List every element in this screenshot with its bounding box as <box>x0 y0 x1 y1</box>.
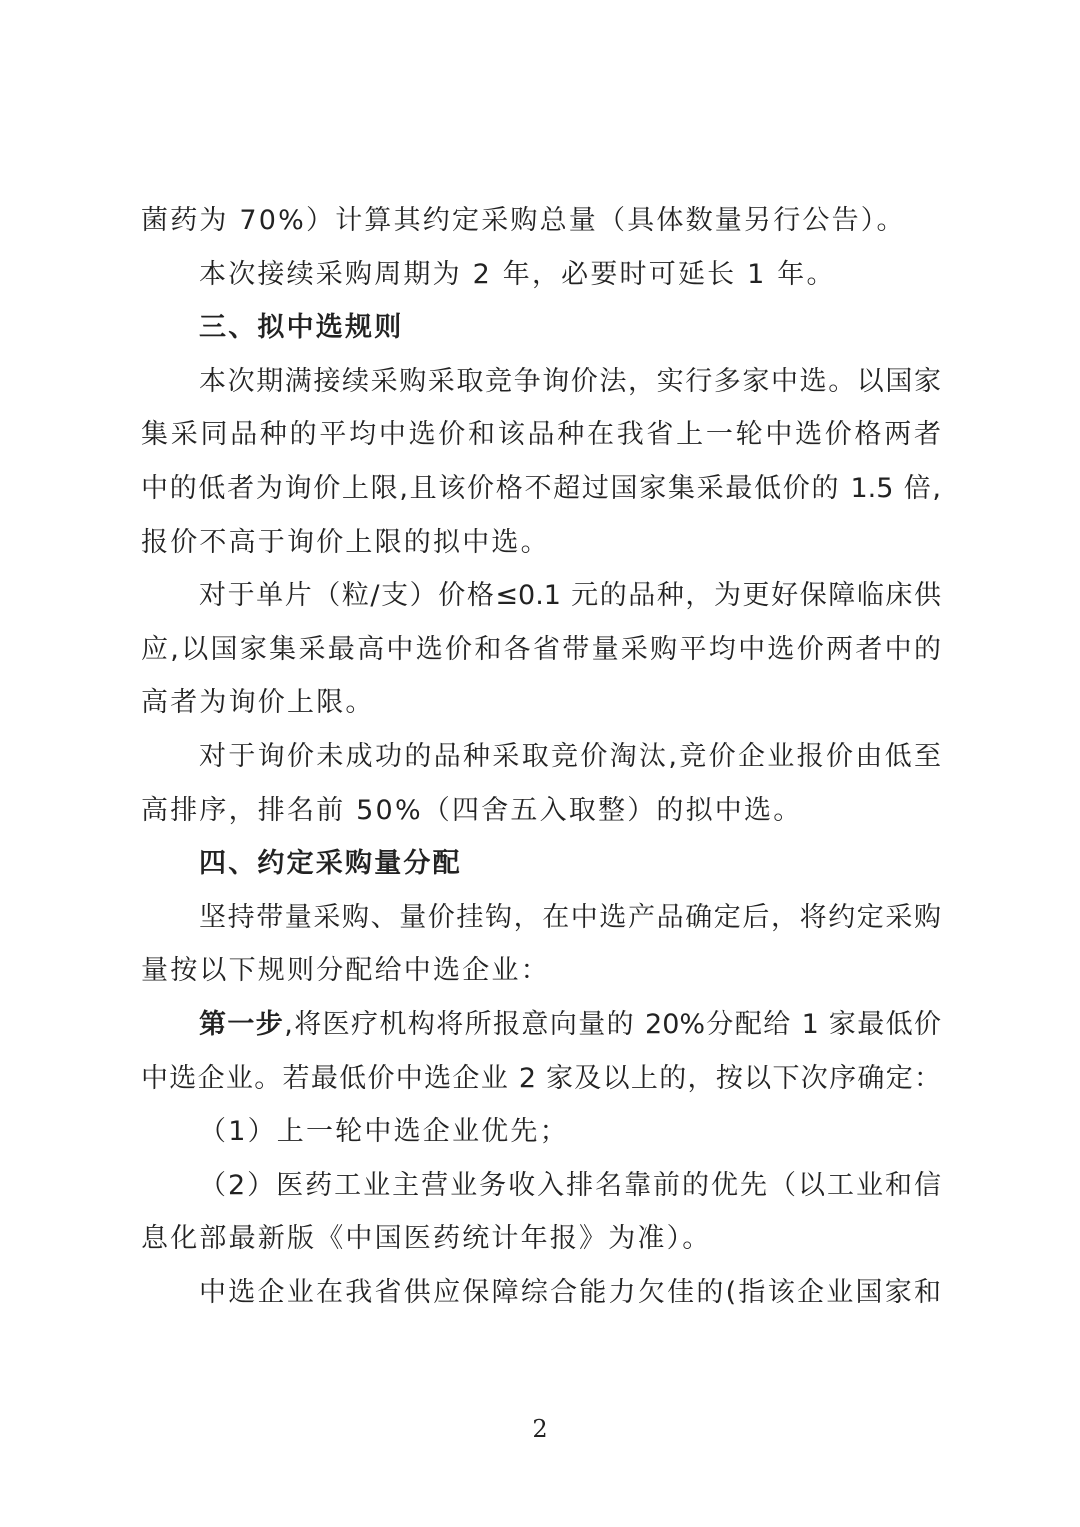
text-line-17: 中选企业。若最低价中选企业 2 家及以上的，按以下次序确定： <box>141 1062 941 1094</box>
text-line-8: 对于单片（粒/支）价格≤0.1 元的品种，为更好保障临床供 <box>199 580 941 612</box>
text-line-18: （1）上一轮中选企业优先； <box>199 1116 569 1148</box>
text-line-12: 高排序，排名前 50%（四舍五入取整）的拟中选。 <box>141 794 803 826</box>
section-heading-3: 三、拟中选规则 <box>199 312 404 344</box>
section-heading-4: 四、约定采购量分配 <box>199 848 462 880</box>
step-one-text: ,将医疗机构将所报意向量的 20%分配给 1 家最低价 <box>284 1008 941 1040</box>
text-line-2: 本次接续采购周期为 2 年，必要时可延长 1 年。 <box>199 258 836 290</box>
text-line-19: （2）医药工业主营业务收入排名靠前的优先（以工业和信 <box>199 1169 941 1201</box>
text-line-9: 应,以国家集采最高中选价和各省带量采购平均中选价两者中的 <box>141 633 941 665</box>
page-number: 2 <box>532 1415 548 1443</box>
text-line-11: 对于询价未成功的品种采取竞价淘汰,竞价企业报价由低至 <box>199 740 941 772</box>
text-line-6: 中的低者为询价上限,且该价格不超过国家集采最低价的 1.5 倍, <box>141 472 941 504</box>
text-line-16 <box>141 998 941 1052</box>
text-line-20: 息化部最新版《中国医药统计年报》为准）。 <box>141 1223 712 1255</box>
step-one-label: 第一步 <box>199 1008 285 1040</box>
text-line-1: 菌药为 70%）计算其约定采购总量（具体数量另行公告）。 <box>141 205 906 236</box>
text-line-21: 中选企业在我省供应保障综合能力欠佳的(指该企业国家和 <box>199 1276 941 1308</box>
text-line-14: 坚持带量采购、量价挂钩，在中选产品确定后，将约定采购 <box>199 901 941 933</box>
text-line-10: 高者为询价上限。 <box>141 687 375 719</box>
text-line-7: 报价不高于询价上限的拟中选。 <box>141 526 550 558</box>
text-line-5: 集采同品种的平均中选价和该品种在我省上一轮中选价格两者 <box>141 419 941 451</box>
text-line-15: 量按以下规则分配给中选企业： <box>141 955 550 987</box>
document-body <box>141 194 941 1319</box>
text-line-4: 本次期满接续采购采取竞争询价法，实行多家中选。以国家 <box>199 365 941 397</box>
